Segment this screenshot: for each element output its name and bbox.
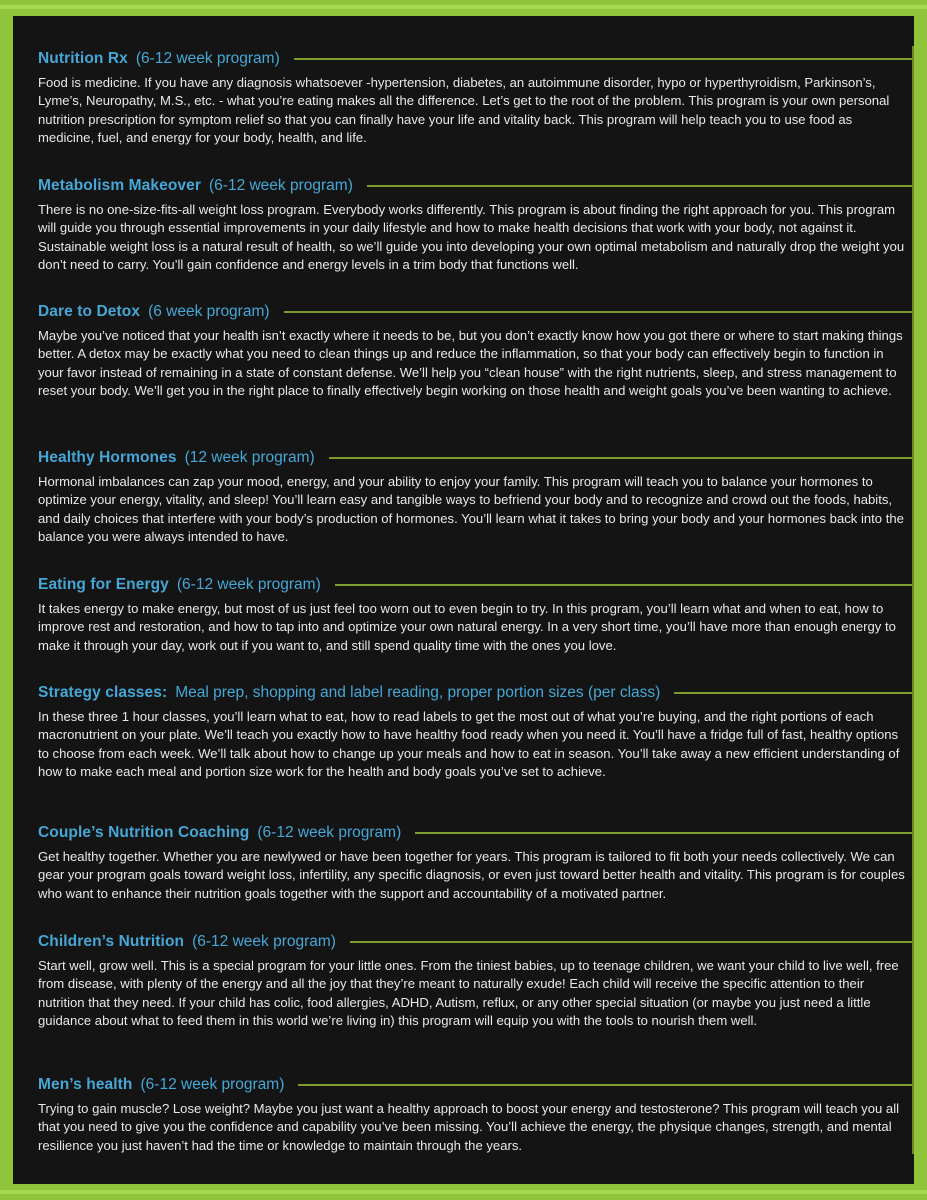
section-heading — [38, 574, 910, 596]
section-title: Healthy Hormones — [38, 449, 177, 466]
bottom-stripe — [0, 1190, 927, 1194]
section-body: Maybe you’ve noticed that your health isn’t exactly where it needs to be, but you don’t exactly know how you got there or where to start making things better. A detox may be exactly what you need to clean things up and reduce the inflammation, so that your body can effectively begin to function in your favor instead of remaining in a state of constant defense. We’ll help you “clean house” with the right nutrients, sleep, and stress management to reset your body. We’ll get you in the right place to finally effectively begin working on those health and weight goals you’ve been wanting to achieve. — [38, 328, 903, 399]
section-heading — [38, 1074, 910, 1096]
heading-rule — [350, 941, 913, 943]
section-body: In these three 1 hour classes, you’ll learn what to eat, how to read labels to get the most out of what you’re buying, and the right portions of each macronutrient on your plate. We’ll teach you exactly how to have healthy food ready when you need it. You’ll have a fridge full of fast, healthy options to choose from each week. We’ll talk about how to change up your meals and how to eat in season. You’ll take away a new efficient understanding of how to make each meal and portion size work for the health and body goals you’ve set to achieve. — [38, 709, 900, 780]
section-nutrition-rx — [38, 48, 910, 148]
section-dare-to-detox — [38, 301, 910, 401]
section-heading — [38, 447, 910, 469]
section-body: Hormonal imbalances can zap your mood, energy, and your ability to enjoy your family. This program will teach you to balance your hormones to optimize your energy, vitality, and sleep! You’ll learn easy and tangible ways to befriend your body and to recognize and crowd out the foods, habits, and daily choices that interfere with your body’s production of hormones. You’ll learn what it takes to bring your body and your hormones back into the balance you were always intended to have. — [38, 474, 904, 545]
section-heading — [38, 822, 910, 844]
section-strategy-classes — [38, 682, 910, 782]
section-heading — [38, 48, 910, 70]
section-subtitle: (6-12 week program) — [209, 177, 353, 194]
section-subtitle: (12 week program) — [184, 449, 315, 466]
heading-rule — [329, 457, 913, 459]
section-childrens-nutrition — [38, 931, 910, 1031]
section-body: Start well, grow well. This is a special program for your little ones. From the tiniest babies, up to teenage children, we want your child to live well, free from disease, with plenty of the energy and all the joy that they’re meant to naturally exude! Each child will receive the specific attention to their nutrition that they need. If your child has colic, food allergies, ADHD, Autism, reflux, or any other special situation (or maybe you just need a little guidance about what to feed them in this world we’re living in) this program will equip you with the tools to nourish them well. — [38, 958, 899, 1029]
section-title: Men’s health — [38, 1076, 133, 1093]
section-heading — [38, 175, 910, 197]
section-subtitle: (6-12 week program) — [135, 50, 280, 67]
heading-rule — [298, 1084, 913, 1086]
section-subtitle: (6-12 week program) — [140, 1076, 285, 1093]
section-title: Couple’s Nutrition Coaching — [38, 824, 250, 841]
section-metabolism-makeover — [38, 175, 910, 275]
section-body: Get healthy together. Whether you are newlywed or have been together for years. This program is tailored to fit both your needs collectively. We can gear your program goals toward weight loss, infertility, any specific diagnosis, or even just toward better health and vitality. This program is for couples who want to enhance their nutrition goals together with the support and accountability of a motivated partner. — [38, 849, 905, 901]
heading-rule — [674, 692, 913, 694]
section-subtitle: (6-12 week program) — [176, 576, 321, 593]
heading-rule — [284, 311, 913, 313]
section-mens-health — [38, 1074, 910, 1155]
content-panel — [13, 16, 914, 1184]
section-title: Strategy classes: — [38, 684, 168, 701]
heading-rule — [294, 58, 913, 60]
section-eating-for-energy — [38, 574, 910, 655]
section-body: There is no one-size-fits-all weight loss program. Everybody works differently. This program is about finding the right approach for you. This program will guide you through essential improvements in your daily lifestyle and how to make health decisions that work with your body, not against it. Sustainable weight loss is a natural result of health, so we’ll guide you into developing your own optimal metabolism and naturally drop the weight you don’t need to carry. You’ll gain confidence and energy levels in a trim body that functions well. — [38, 202, 905, 273]
heading-rule — [367, 185, 913, 187]
section-body: Food is medicine. If you have any diagnosis whatsoever -hypertension, diabetes, an autoimmune disorder, hypo or hyperthyroidism, Parkinson’s, Lyme’s, Neuropathy, M.S., etc. - what you’re eating makes all the difference. Let’s get to the root of the problem. This program is your own personal nutrition prescription for symptom relief so that you can finally have your life and vitality back. This program will help teach you to use food as medicine, fuel, and energy for your body, health, and life. — [38, 75, 890, 146]
section-subtitle: (6-12 week program) — [192, 933, 336, 950]
section-subtitle: (6 week program) — [148, 303, 270, 320]
section-title: Dare to Detox — [38, 303, 141, 320]
section-body: Trying to gain muscle? Lose weight? Maybe you just want a healthy approach to boost your energy and testosterone? This program will teach you all that you need to give you the confidence and capability you’ve been missing. You’ll achieve the energy, the physique changes, strength, and mental resilience you just haven’t had the time or knowledge to maintain through the years. — [38, 1101, 900, 1153]
section-heading — [38, 682, 910, 704]
section-title: Children’s Nutrition — [38, 933, 185, 950]
heading-rule — [335, 584, 913, 586]
right-vertical-rule — [912, 46, 914, 1154]
section-title: Nutrition Rx — [38, 50, 128, 67]
top-stripe — [0, 5, 927, 9]
section-body: It takes energy to make energy, but most of us just feel too worn out to even begin to try. In this program, you’ll learn what and when to eat, how to improve rest and restoration, and how to tap into and optimize your own natural energy. In a very short time, you’ll have more than enough energy to make it through your day, work out if you want to, and still spend quality time with the ones you love. — [38, 601, 896, 653]
section-title: Eating for Energy — [38, 576, 169, 593]
section-couples-nutrition — [38, 822, 910, 903]
heading-rule — [415, 832, 913, 834]
section-title: Metabolism Makeover — [38, 177, 201, 194]
section-subtitle: (6-12 week program) — [257, 824, 402, 841]
section-heading — [38, 301, 910, 323]
section-healthy-hormones — [38, 447, 910, 547]
section-heading — [38, 931, 910, 953]
section-subtitle: Meal prep, shopping and label reading, proper portion sizes (per class) — [175, 684, 661, 701]
